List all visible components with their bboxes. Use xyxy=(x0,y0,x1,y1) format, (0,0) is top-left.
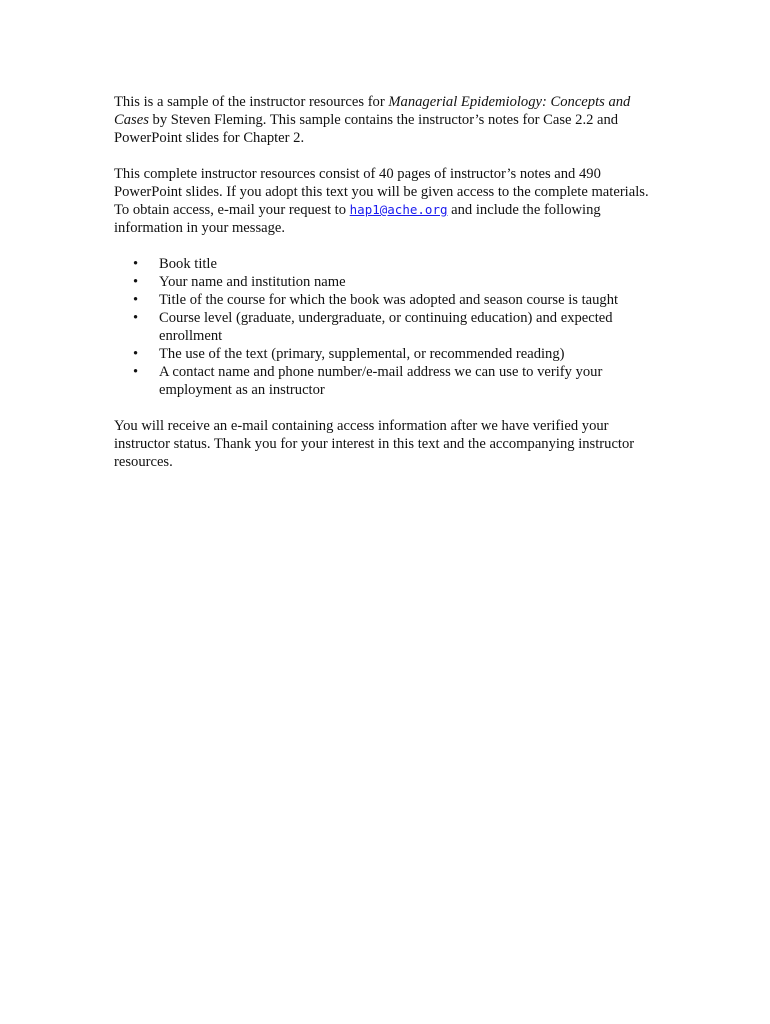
intro-text-after-title: by Steven Fleming. This sample contains the instructor’s notes for Case 2.2 and PowerPoint slides for Chapter 2. xyxy=(114,112,619,146)
list-item-text: Your name and institution name xyxy=(159,274,346,290)
list-item-text: Course level (graduate, undergraduate, or continuing education) and expected enrollment xyxy=(159,310,613,344)
email-link[interactable]: hap1@ache.org xyxy=(349,202,448,217)
list-item-text: The use of the text (primary, supplemental, or recommended reading) xyxy=(159,346,565,362)
access-text-after-email: and include the following information in your message. xyxy=(114,202,601,236)
access-text-before-email: This complete instructor resources consist of 40 pages of instructor’s notes and 490 PowerPoint slides. If you adopt this text you will be given access to the complete materials. To obtain access, e-mail your request to xyxy=(114,166,649,218)
requirements-list xyxy=(114,255,664,399)
list-item xyxy=(114,345,664,363)
document-body xyxy=(114,93,664,489)
bullet-icon: • xyxy=(133,364,139,380)
list-item-text: Title of the course for which the book was adopted and season course is taught xyxy=(159,292,619,308)
list-item xyxy=(114,363,664,399)
closing-paragraph: You will receive an e-mail containing access information after we have verified your instructor status. Thank you for your interest in this text and the accompanying instructor resources. xyxy=(114,418,635,470)
bullet-icon: • xyxy=(133,292,139,308)
intro-paragraph xyxy=(114,93,664,147)
access-paragraph xyxy=(114,165,664,237)
list-item xyxy=(114,309,664,345)
bullet-icon: • xyxy=(133,274,139,290)
bullet-icon: • xyxy=(133,310,139,326)
intro-text-before-title: This is a sample of the instructor resources for xyxy=(114,94,389,110)
book-title: Managerial Epidemiology: Concepts and Cases xyxy=(114,94,631,128)
bullet-icon: • xyxy=(133,256,139,272)
list-item-text: A contact name and phone number/e-mail address we can use to verify your employment as an instructor xyxy=(159,364,603,398)
list-item xyxy=(114,291,664,309)
list-item xyxy=(114,273,664,291)
list-item xyxy=(114,255,664,273)
bullet-icon: • xyxy=(133,346,139,362)
list-item-text: Book title xyxy=(159,256,217,272)
